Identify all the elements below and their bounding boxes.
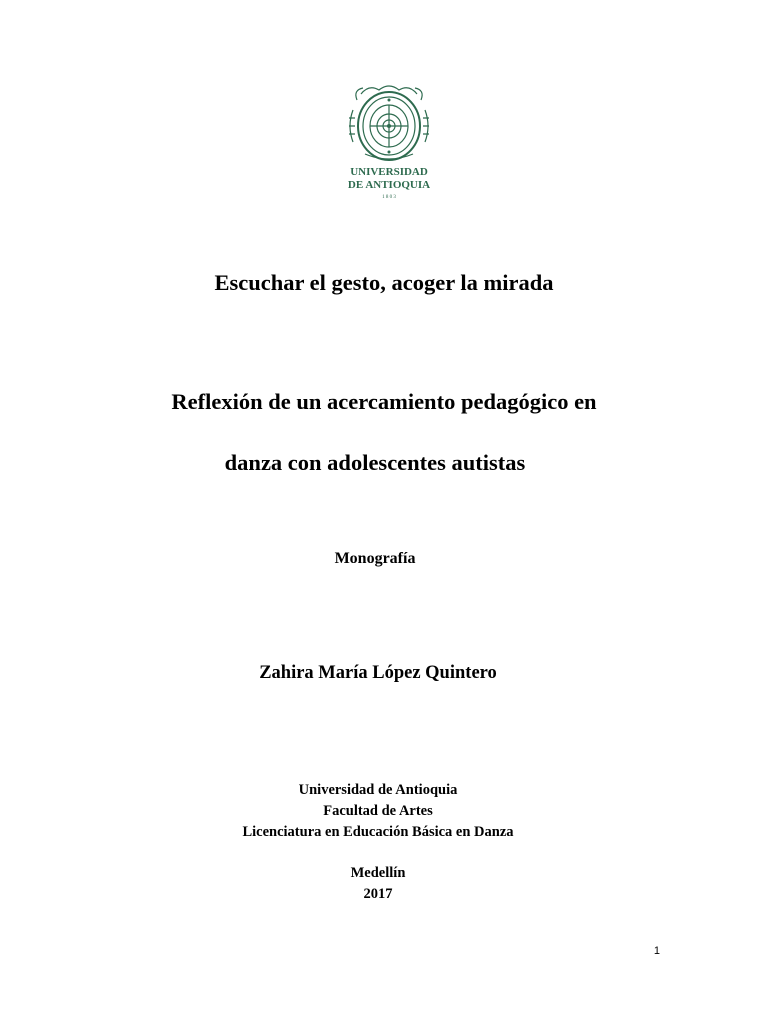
subtitle-line-1: Reflexión de un acercamiento pedagógico en [171,389,597,414]
university-logo [339,80,439,202]
logo-year: 1 8 0 3 [382,195,396,200]
logo-line-2: DE ANTIOQUIA [347,179,431,191]
university-name: Universidad de Antioquia [298,782,458,798]
year: 2017 [363,886,393,902]
city: Medellín [350,865,406,881]
faculty-name: Facultad de Artes [323,803,433,819]
document-type: Monografía [334,550,416,567]
university-wordmark [339,164,439,204]
logo-line-1: UNIVERSIDAD [350,166,428,178]
page-number: 1 [653,945,660,957]
institution-block [0,780,762,843]
program-name: Licenciatura en Educación Básica en Danza [242,824,514,840]
author-name: Zahira María López Quintero [259,663,497,683]
document-title: Escuchar el gesto, acoger la mirada [214,270,554,295]
subtitle-line-2: danza con adolescentes autistas [224,450,526,475]
place-block [0,863,762,905]
